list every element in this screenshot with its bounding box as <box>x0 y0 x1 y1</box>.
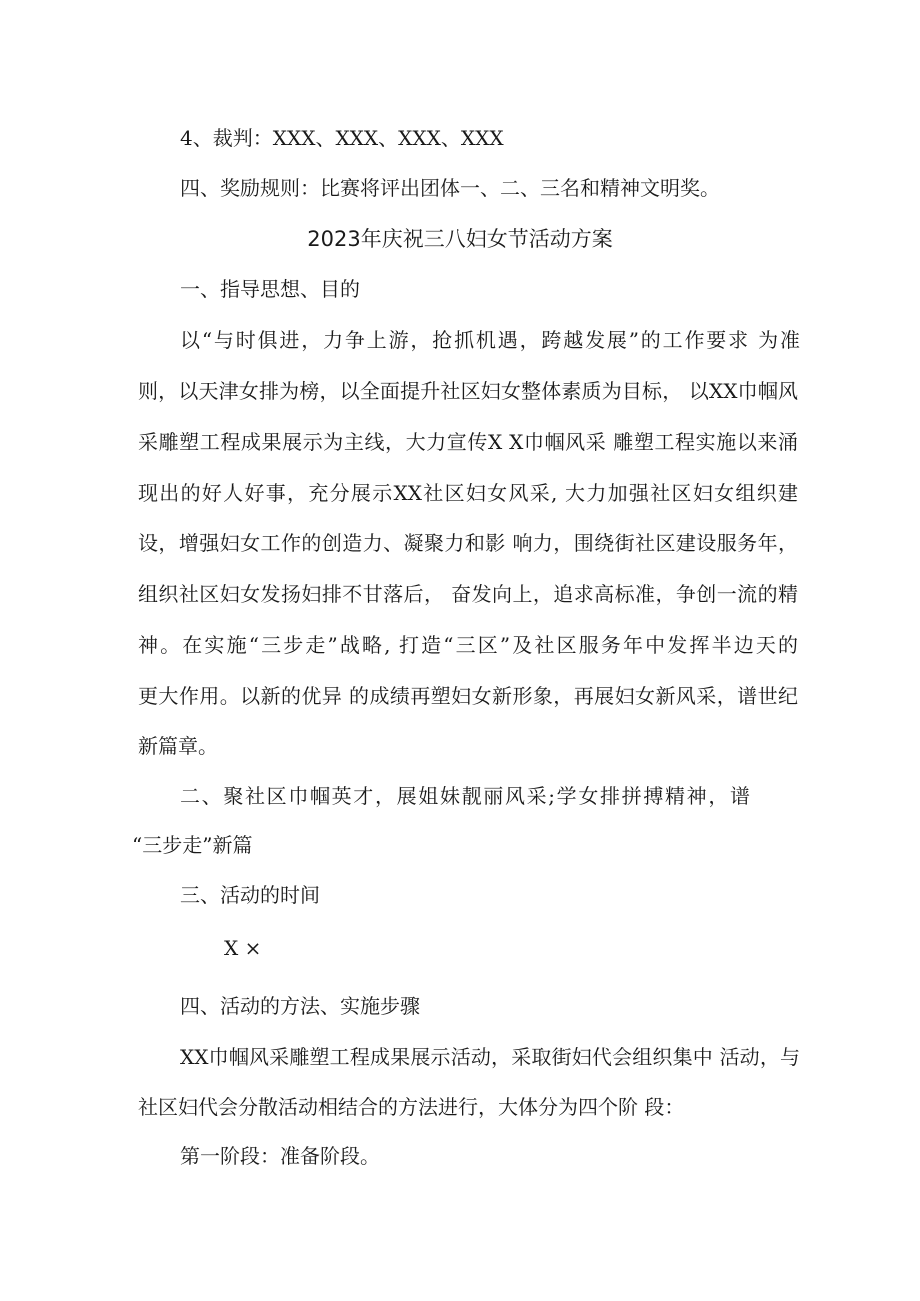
paragraph-1-line: 则，以天津女排为榜，以全面提升社区妇女整体素质为目标， 以XX巾帼风 <box>138 379 798 403</box>
section-3-heading: 三、活动的时间 <box>180 883 320 907</box>
section-4-heading: 四、活动的方法、实施步骤 <box>180 994 420 1018</box>
paragraph-1-line: 新篇章。 <box>138 734 218 758</box>
paragraph-4-line: 社区妇代会分散活动相结合的方法进行，大体分为四个阶 段： <box>138 1095 685 1119</box>
section-2-heading-line-1: 二、聚社区巾帼英才，展姐妹靓丽风采;学女排拼搏精神，谱 <box>180 784 750 808</box>
paragraph-1-line: 更大作用。以新的优异 的成绩再塑妇女新形象，再展妇女新风采，谱世纪 <box>138 684 798 708</box>
stage-1-heading: 第一阶段：准备阶段。 <box>180 1144 380 1168</box>
paragraph-1-line: 神。在实施“三步走”战略, 打造“三区”及社区服务年中发挥半边天的 <box>138 633 798 657</box>
paragraph-1-line: 现出的好人好事，充分展示XX社区妇女风采, 大力加强社区妇女组织建 <box>138 481 798 505</box>
paragraph-1-line: 以“与时俱进，力争上游，抢抓机遇，跨越发展”的工作要求 为准 <box>180 328 800 352</box>
paragraph-1-line: 组织社区妇女发扬妇排不甘落后， 奋发向上，追求高标准，争创一流的精 <box>138 582 798 606</box>
document-title: 2023年庆祝三八妇女节活动方案 <box>307 227 613 251</box>
section-2-heading-line-2: “三步走”新篇 <box>132 833 253 857</box>
paragraph-1-line: 采雕塑工程成果展示为主线，大力宣传X X巾帼风采 雕塑工程实施以来涌 <box>138 430 798 454</box>
activity-time-value: X × <box>224 936 262 960</box>
paragraph-1-line: 设，增强妇女工作的创造力、凝聚力和影 响力，围绕街社区建设服务年， <box>138 531 798 555</box>
section-1-heading: 一、指导思想、目的 <box>180 277 360 301</box>
judges-line: 4、裁判：XXX、XXX、XXX、XXX <box>180 126 504 150</box>
rewards-line: 四、奖励规则：比赛将评出团体一、二、三名和精神文明奖。 <box>180 176 720 200</box>
paragraph-4-line: XX巾帼风采雕塑工程成果展示活动，采取街妇代会组织集中 活动，与 <box>180 1045 800 1069</box>
